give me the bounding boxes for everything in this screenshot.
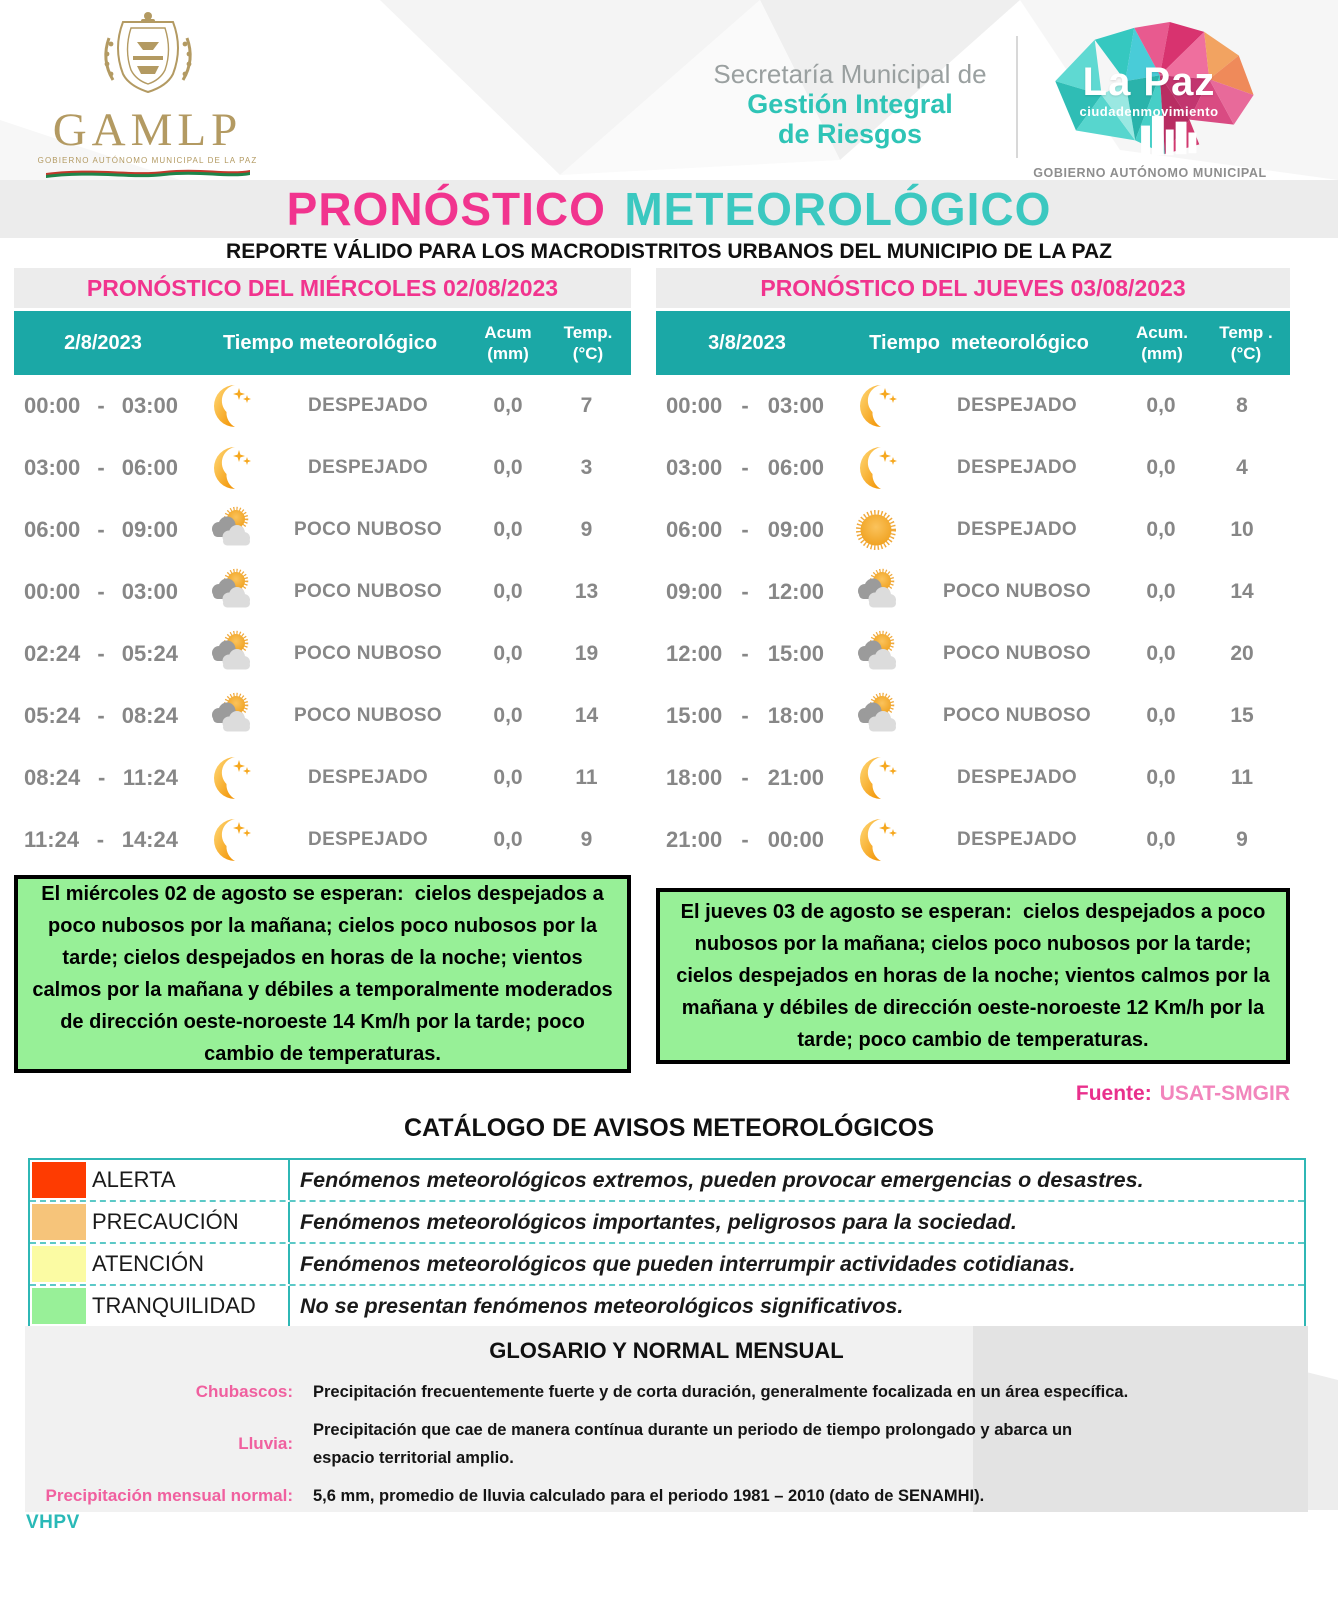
column-header-acum: Acum. (mm)	[1136, 322, 1188, 363]
time-from: 21:00	[666, 827, 723, 852]
weather-icon-cell	[838, 568, 914, 616]
temperature-value: 13	[574, 580, 599, 603]
moon-stars-icon	[206, 382, 254, 430]
section-header-wednesday	[14, 268, 631, 308]
weather-icon-cell	[838, 754, 914, 802]
time-separator: -	[96, 827, 105, 852]
moon-stars-icon	[852, 816, 900, 864]
forecast-row	[14, 375, 631, 437]
warning-color-cell	[30, 1244, 88, 1284]
temperature-value: 15	[1230, 704, 1254, 727]
time-range	[656, 455, 838, 481]
time-separator: -	[741, 393, 749, 418]
sun-behind-clouds-icon	[852, 692, 900, 740]
main-title	[0, 180, 1338, 238]
accumulation-value: 0,0	[493, 394, 523, 417]
time-to: 21:00	[767, 765, 824, 790]
glossary-term: Chubascos:	[195, 1382, 293, 1402]
time-range	[14, 765, 192, 791]
forecast-row	[656, 809, 1290, 871]
time-to: 18:00	[767, 703, 824, 728]
lapaz-caption: GOBIERNO AUTÓNOMO MUNICIPAL	[1033, 166, 1267, 180]
time-range	[14, 455, 192, 481]
accumulation-value: 0,0	[1146, 518, 1176, 541]
time-separator: -	[741, 517, 749, 542]
forecast-row	[656, 499, 1290, 561]
moon-stars-icon	[852, 382, 900, 430]
warning-color-swatch	[32, 1288, 86, 1324]
weather-icon-cell	[192, 506, 268, 554]
gamlp-crest-icon	[89, 8, 207, 100]
secretaria-line3: de Riesgos	[777, 119, 923, 150]
time-to: 12:00	[767, 579, 824, 604]
forecast-row	[656, 375, 1290, 437]
time-from: 15:00	[666, 703, 723, 728]
weather-condition: DESPEJADO	[957, 767, 1077, 788]
column-header-temp: Temp. (°C)	[563, 322, 613, 363]
sun-behind-clouds-icon	[206, 692, 254, 740]
warning-description: Fenómenos meteorológicos importantes, peligrosos para la sociedad.	[288, 1202, 1304, 1242]
weather-icon-cell	[192, 444, 268, 492]
catalog-title: CATÁLOGO DE AVISOS METEOROLÓGICOS	[403, 1114, 935, 1142]
accumulation-value: 0,0	[1146, 828, 1176, 851]
accumulation-value: 0,0	[493, 518, 523, 541]
accumulation-value: 0,0	[1146, 642, 1176, 665]
sun-behind-clouds-icon	[206, 630, 254, 678]
time-separator: -	[97, 517, 105, 542]
weather-icon-cell	[192, 568, 268, 616]
forecast-row	[656, 437, 1290, 499]
time-separator: -	[97, 765, 106, 790]
sun-behind-clouds-icon	[852, 630, 900, 678]
temperature-value: 20	[1230, 642, 1254, 665]
warning-level-label: PRECAUCIÓN	[92, 1209, 239, 1234]
moon-stars-icon	[852, 754, 900, 802]
temperature-value: 10	[1230, 518, 1254, 541]
weather-condition: POCO NUBOSO	[943, 643, 1091, 664]
forecast-row	[656, 685, 1290, 747]
temperature-value: 8	[1236, 394, 1248, 417]
lapaz-subtitle: ciudadenmovimiento	[1079, 104, 1219, 119]
temperature-value: 11	[575, 766, 598, 789]
weather-condition: POCO NUBOSO	[294, 705, 442, 726]
weather-icon-cell	[838, 816, 914, 864]
weather-icon-cell	[192, 692, 268, 740]
temperature-value: 7	[580, 394, 593, 417]
temperature-value: 4	[1236, 456, 1248, 479]
time-to: 09:00	[767, 517, 824, 542]
glossary-term: Precipitación mensual normal:	[45, 1486, 293, 1506]
forecast-row	[14, 499, 631, 561]
time-separator: -	[741, 641, 749, 666]
glossary-definition: Precipitación frecuentemente fuerte y de corta duración, generalmente focalizada en un área específica.	[313, 1383, 1129, 1401]
weather-condition: DESPEJADO	[957, 519, 1077, 540]
gamlp-acronym: GAMLP	[52, 104, 243, 156]
warning-color-swatch	[32, 1204, 86, 1240]
weather-condition: DESPEJADO	[957, 829, 1077, 850]
gamlp-ribbon-icon	[44, 165, 252, 179]
catalog-row	[30, 1284, 1304, 1326]
weather-icon-cell	[838, 630, 914, 678]
time-separator: -	[97, 455, 105, 480]
temperature-value: 11	[1230, 766, 1254, 789]
warning-description: Fenómenos meteorológicos extremos, pueden provocar emergencias o desastres.	[288, 1160, 1304, 1200]
secretaria-block	[690, 60, 1010, 150]
time-range	[14, 517, 192, 543]
gamlp-logo	[30, 8, 265, 184]
table-header	[14, 311, 631, 375]
sun-behind-clouds-icon	[206, 568, 254, 616]
time-to: 00:00	[767, 827, 824, 852]
time-to: 03:00	[121, 393, 178, 418]
warning-color-cell	[30, 1160, 88, 1200]
accumulation-value: 0,0	[493, 580, 523, 603]
main-title-part1: PRONÓSTICO	[286, 183, 606, 235]
section-header-thursday	[656, 268, 1290, 308]
forecast-row	[656, 561, 1290, 623]
time-from: 03:00	[666, 455, 723, 480]
time-from: 03:00	[24, 455, 81, 480]
warning-color-swatch	[32, 1162, 86, 1198]
advisory-box-wednesday	[14, 875, 631, 1073]
time-from: 06:00	[24, 517, 81, 542]
accumulation-value: 0,0	[1146, 704, 1176, 727]
moon-stars-icon	[206, 444, 254, 492]
column-header-temp: Temp . (°C)	[1219, 322, 1273, 363]
time-separator: -	[741, 827, 749, 852]
weather-icon-cell	[838, 506, 914, 554]
weather-condition: POCO NUBOSO	[943, 705, 1091, 726]
time-to: 14:24	[121, 827, 178, 852]
weather-icon-cell	[192, 382, 268, 430]
time-separator: -	[97, 393, 105, 418]
forecast-row	[14, 623, 631, 685]
warning-color-cell	[30, 1286, 88, 1326]
weather-icon-cell	[192, 754, 268, 802]
glossary-definition: Precipitación que cae de manera contínua durante un periodo de tiempo prolongado y abarca un espacio territorial amplio.	[313, 1421, 1073, 1468]
secretaria-line2: Gestión Integral	[747, 89, 953, 120]
source-value: USAT-SMGIR	[1159, 1082, 1290, 1105]
header-divider	[1016, 36, 1018, 158]
temperature-value: 9	[580, 518, 593, 541]
glossary-entries	[25, 1378, 1308, 1510]
time-from: 11:24	[24, 827, 80, 852]
time-from: 00:00	[24, 393, 81, 418]
forecast-row	[14, 747, 631, 809]
sun-behind-clouds-icon	[206, 506, 254, 554]
temperature-value: 9	[580, 828, 593, 851]
catalog-row	[30, 1200, 1304, 1242]
section-title: PRONÓSTICO DEL MIÉRCOLES 02/08/2023	[86, 275, 559, 301]
accumulation-value: 0,0	[1146, 766, 1176, 789]
time-separator: -	[741, 703, 749, 728]
time-separator: -	[741, 579, 749, 604]
weather-condition: DESPEJADO	[308, 457, 428, 478]
time-separator: -	[97, 579, 105, 604]
weather-icon-cell	[192, 816, 268, 864]
weather-condition: POCO NUBOSO	[943, 581, 1091, 602]
column-header-weather: Tiempo meteorológico	[222, 331, 438, 354]
time-to: 08:24	[121, 703, 178, 728]
glossary-entry	[25, 1482, 1308, 1510]
forecast-row	[14, 437, 631, 499]
time-range	[656, 517, 838, 543]
time-from: 12:00	[666, 641, 723, 666]
weather-condition: DESPEJADO	[308, 395, 428, 416]
temperature-value: 14	[1230, 580, 1254, 603]
forecast-row	[14, 809, 631, 871]
glossary-definition: 5,6 mm, promedio de lluvia calculado para el periodo 1981 – 2010 (dato de SENAMHI).	[313, 1487, 985, 1506]
time-from: 18:00	[666, 765, 723, 790]
sun-icon	[852, 506, 900, 554]
secretaria-line1: Secretaría Municipal de	[713, 59, 987, 89]
time-from: 08:24	[24, 765, 81, 790]
forecast-row	[14, 685, 631, 747]
time-range	[656, 393, 838, 419]
moon-stars-icon	[852, 444, 900, 492]
accumulation-value: 0,0	[493, 642, 523, 665]
forecast-rows	[656, 375, 1290, 871]
time-separator: -	[97, 641, 105, 666]
warning-catalog-table	[28, 1158, 1306, 1328]
time-range	[656, 827, 838, 853]
time-to: 03:00	[767, 393, 824, 418]
main-title-part2: METEOROLÓGICO	[624, 183, 1052, 235]
time-to: 11:24	[122, 765, 178, 790]
column-header-acum: Acum (mm)	[484, 322, 532, 363]
weather-icon-cell	[192, 630, 268, 678]
warning-level-label: ATENCIÓN	[92, 1251, 205, 1276]
forecast-row	[656, 747, 1290, 809]
report-subtitle: REPORTE VÁLIDO PARA LOS MACRODISTRITOS URBANOS DEL MUNICIPIO DE LA PAZ	[226, 240, 1112, 263]
temperature-value: 3	[580, 456, 593, 479]
accumulation-value: 0,0	[493, 828, 523, 851]
temperature-value: 14	[574, 704, 599, 727]
accumulation-value: 0,0	[493, 704, 523, 727]
glossary-section	[25, 1326, 1308, 1512]
forecast-row	[656, 623, 1290, 685]
source-label: Fuente:	[1075, 1082, 1152, 1105]
accumulation-value: 0,0	[1146, 580, 1176, 603]
forecast-rows	[14, 375, 631, 871]
accumulation-value: 0,0	[1146, 456, 1176, 479]
warning-color-cell	[30, 1202, 88, 1242]
time-to: 09:00	[121, 517, 178, 542]
time-separator: -	[741, 455, 749, 480]
column-header-date: 3/8/2023	[708, 331, 786, 354]
time-from: 02:24	[24, 641, 81, 666]
warning-description: No se presentan fenómenos meteorológicos significativos.	[288, 1286, 1304, 1326]
forecast-table-thursday	[656, 268, 1290, 871]
time-range	[656, 579, 838, 605]
time-to: 03:00	[121, 579, 178, 604]
forecast-table-wednesday	[14, 268, 631, 871]
sun-behind-clouds-icon	[852, 568, 900, 616]
time-from: 00:00	[666, 393, 723, 418]
weather-condition: POCO NUBOSO	[294, 643, 442, 664]
weather-condition: POCO NUBOSO	[294, 581, 442, 602]
weather-icon-cell	[838, 444, 914, 492]
time-range	[14, 393, 192, 419]
author-initials: VHPV	[26, 1512, 80, 1533]
advisory-box-thursday	[656, 888, 1290, 1064]
temperature-value: 9	[1236, 828, 1248, 851]
time-range	[14, 641, 192, 667]
section-title: PRONÓSTICO DEL JUEVES 03/08/2023	[760, 275, 1186, 301]
weather-condition: POCO NUBOSO	[294, 519, 442, 540]
time-to: 05:24	[121, 641, 178, 666]
time-from: 00:00	[24, 579, 81, 604]
forecast-row	[14, 561, 631, 623]
time-range	[14, 579, 192, 605]
accumulation-value: 0,0	[493, 766, 523, 789]
warning-color-swatch	[32, 1246, 86, 1282]
lapaz-logo	[1040, 20, 1258, 168]
source-line	[890, 1082, 1290, 1106]
time-to: 15:00	[767, 641, 824, 666]
time-separator: -	[97, 703, 105, 728]
catalog-row	[30, 1242, 1304, 1284]
accumulation-value: 0,0	[1146, 394, 1176, 417]
weather-condition: DESPEJADO	[957, 457, 1077, 478]
time-range	[656, 765, 838, 791]
weather-condition: DESPEJADO	[308, 829, 428, 850]
glossary-entry	[25, 1378, 1308, 1406]
time-separator: -	[741, 765, 749, 790]
weather-condition: DESPEJADO	[308, 767, 428, 788]
time-range	[656, 641, 838, 667]
glossary-entry	[25, 1416, 1308, 1472]
warning-level-label: ALERTA	[92, 1167, 176, 1192]
column-header-weather: Tiempo meteorológico	[869, 331, 1089, 354]
weather-condition: DESPEJADO	[957, 395, 1077, 416]
weather-icon-cell	[838, 382, 914, 430]
moon-stars-icon	[206, 816, 254, 864]
time-range	[14, 827, 192, 853]
gamlp-caption: GOBIERNO AUTÓNOMO MUNICIPAL DE LA PAZ	[37, 155, 258, 165]
weather-icon-cell	[838, 692, 914, 740]
temperature-value: 19	[574, 642, 599, 665]
time-to: 06:00	[767, 455, 824, 480]
column-header-date: 2/8/2023	[64, 331, 142, 354]
glossary-term: Lluvia:	[238, 1434, 293, 1454]
advisory-text: El jueves 03 de agosto se esperan: cielos despejados a poco nubosos por la mañana; cielos poco nubosos por la tarde; cielos despejados en horas de la noche; vientos calmos por la mañana y débiles de dirección oeste-noroeste 12 Km/h por la tarde; poco cambio de temperaturas.	[676, 901, 1276, 1051]
time-from: 05:24	[24, 703, 81, 728]
warning-description: Fenómenos meteorológicos que pueden interrumpir actividades cotidianas.	[288, 1244, 1304, 1284]
time-range	[656, 703, 838, 729]
glossary-title: GLOSARIO Y NORMAL MENSUAL	[489, 1338, 844, 1363]
catalog-row	[30, 1160, 1304, 1200]
time-to: 06:00	[121, 455, 178, 480]
lapaz-title: La Paz	[1082, 60, 1216, 104]
moon-stars-icon	[206, 754, 254, 802]
time-from: 09:00	[666, 579, 723, 604]
time-from: 06:00	[666, 517, 723, 542]
accumulation-value: 0,0	[493, 456, 523, 479]
table-header	[656, 311, 1290, 375]
advisory-text: El miércoles 02 de agosto se esperan: cielos despejados a poco nubosos por la mañana; cielos poco nubosos por la tarde; cielos despejados en horas de la noche; vientos calmos por la mañana y débiles a temporalmente moderados de dirección oeste-noroeste 14 Km/h por la tarde; poco cambio de temperaturas.	[32, 883, 619, 1065]
warning-level-label: TRANQUILIDAD	[92, 1293, 256, 1318]
time-range	[14, 703, 192, 729]
